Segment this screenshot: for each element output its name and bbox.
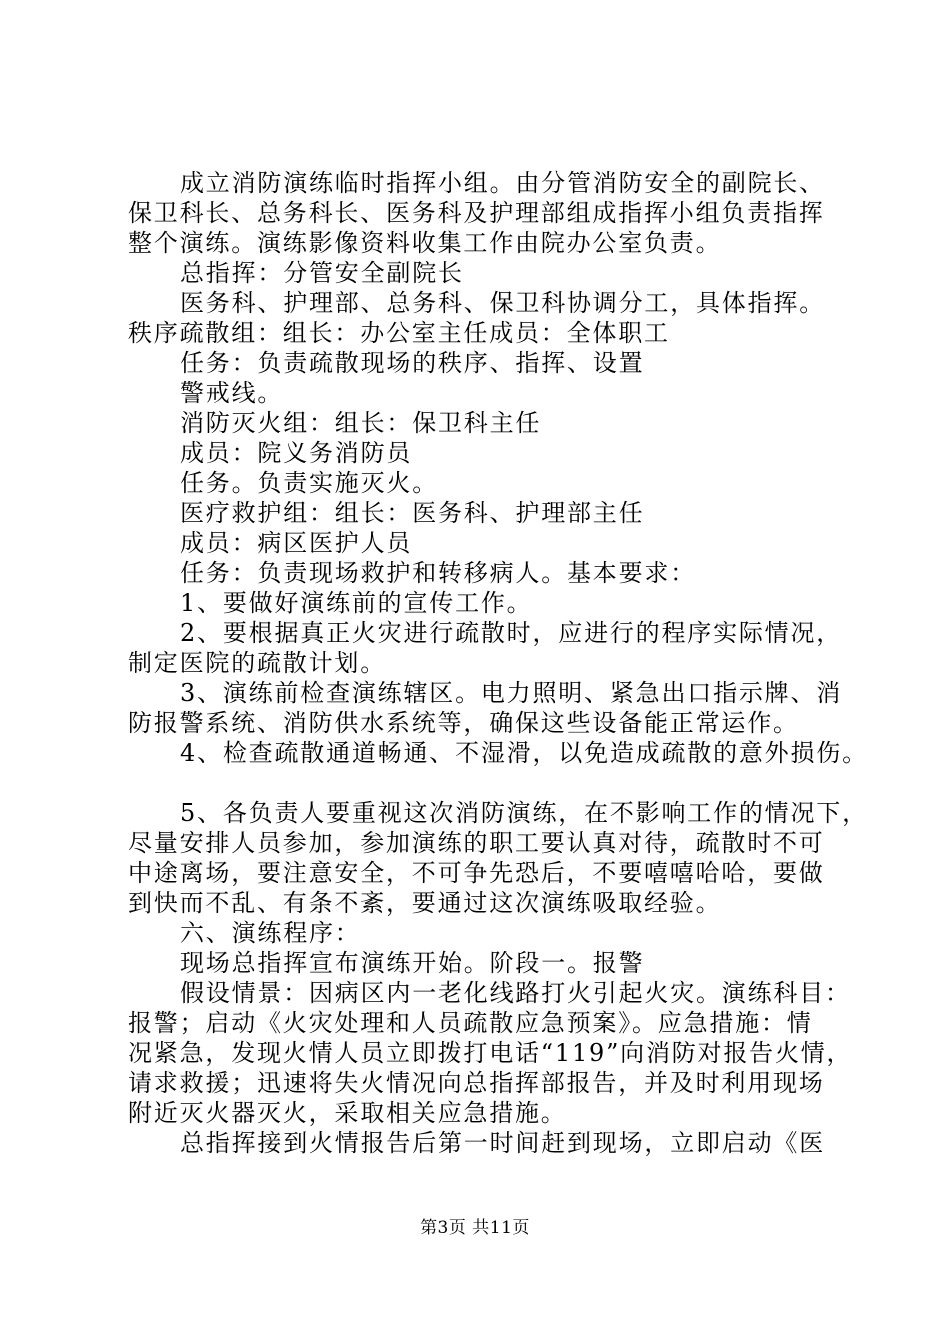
paragraph-line: 秩序疏散组：组长：办公室主任成员：全体职工 xyxy=(128,319,670,347)
paragraph-line: 请求救援；迅速将失火情况向总指挥部报告，并及时利用现场 xyxy=(128,1069,825,1097)
paragraph-line: 成员：病区医护人员 xyxy=(180,529,413,557)
paragraph-line: 防报警系统、消防供水系统等，确保这些设备能正常运作。 xyxy=(128,709,799,737)
section-heading: 六、演练程序： xyxy=(180,919,361,947)
document-body xyxy=(128,168,868,1158)
paragraph-gap xyxy=(128,768,840,798)
paragraph-line: 假设情景：因病区内一老化线路打火引起火灾。演练科目： xyxy=(180,979,851,1007)
paragraph-line: 医务科、护理部、总务科、保卫科协调分工，具体指挥。 xyxy=(180,289,825,317)
paragraph-line: 现场总指挥宣布演练开始。阶段一。报警 xyxy=(180,949,645,977)
paragraph-line: 到快而不乱、有条不紊，要通过这次演练吸取经验。 xyxy=(128,889,722,917)
paragraph-line: 5、各负责人要重视这次消防演练，在不影响工作的情况下， xyxy=(180,799,868,827)
paragraph-line: 况紧急，发现火情人员立即拨打电话“119”向消防对报告火情， xyxy=(128,1039,853,1067)
paragraph-line: 任务：负责疏散现场的秩序、指挥、设置 xyxy=(180,349,645,377)
paragraph-line: 任务：负责现场救护和转移病人。基本要求： xyxy=(180,559,696,587)
paragraph-line: 保卫科长、总务科长、医务科及护理部组成指挥小组负责指挥 xyxy=(128,199,825,227)
paragraph-line: 制定医院的疏散计划。 xyxy=(128,649,386,677)
paragraph-line: 任务。负责实施灭火。 xyxy=(180,469,438,497)
page-number-footer: 第3页 共11页 xyxy=(420,1218,530,1238)
paragraph-line: 附近灭火器灭火，采取相关应急措施。 xyxy=(128,1099,567,1127)
paragraph-line: 医疗救护组：组长：医务科、护理部主任 xyxy=(180,499,645,527)
paragraph-line: 中途离场，要注意安全，不可争先恐后，不要嘻嘻哈哈，要做 xyxy=(128,859,825,887)
paragraph-line: 总指挥接到火情报告后第一时间赶到现场，立即启动《医 xyxy=(180,1129,825,1157)
paragraph-line: 报警；启动《火灾处理和人员疏散应急预案》。应急措施：情 xyxy=(128,1009,813,1037)
paragraph-line: 2、要根据真正火灾进行疏散时，应进行的程序实际情况， xyxy=(180,619,843,647)
paragraph-line: 尽量安排人员参加，参加演练的职工要认真对待，疏散时不可 xyxy=(128,829,825,857)
paragraph-line: 警戒线。 xyxy=(180,379,284,407)
paragraph-line: 4、检查疏散通道畅通、不湿滑，以免造成疏散的意外损伤。 xyxy=(180,739,868,767)
paragraph-line: 总指挥：分管安全副院长 xyxy=(180,259,464,287)
paragraph-line: 消防灭火组：组长：保卫科主任 xyxy=(180,409,542,437)
paragraph-line: 1、要做好演练前的宣传工作。 xyxy=(180,589,533,617)
paragraph-line: 3、演练前检查演练辖区。电力照明、紧急出口指示牌、消 xyxy=(180,679,843,707)
paragraph-line: 成员：院义务消防员 xyxy=(180,439,413,467)
paragraph-line: 成立消防演练临时指挥小组。由分管消防安全的副院长、 xyxy=(180,169,825,197)
paragraph-line: 整个演练。演练影像资料收集工作由院办公室负责。 xyxy=(128,229,722,257)
